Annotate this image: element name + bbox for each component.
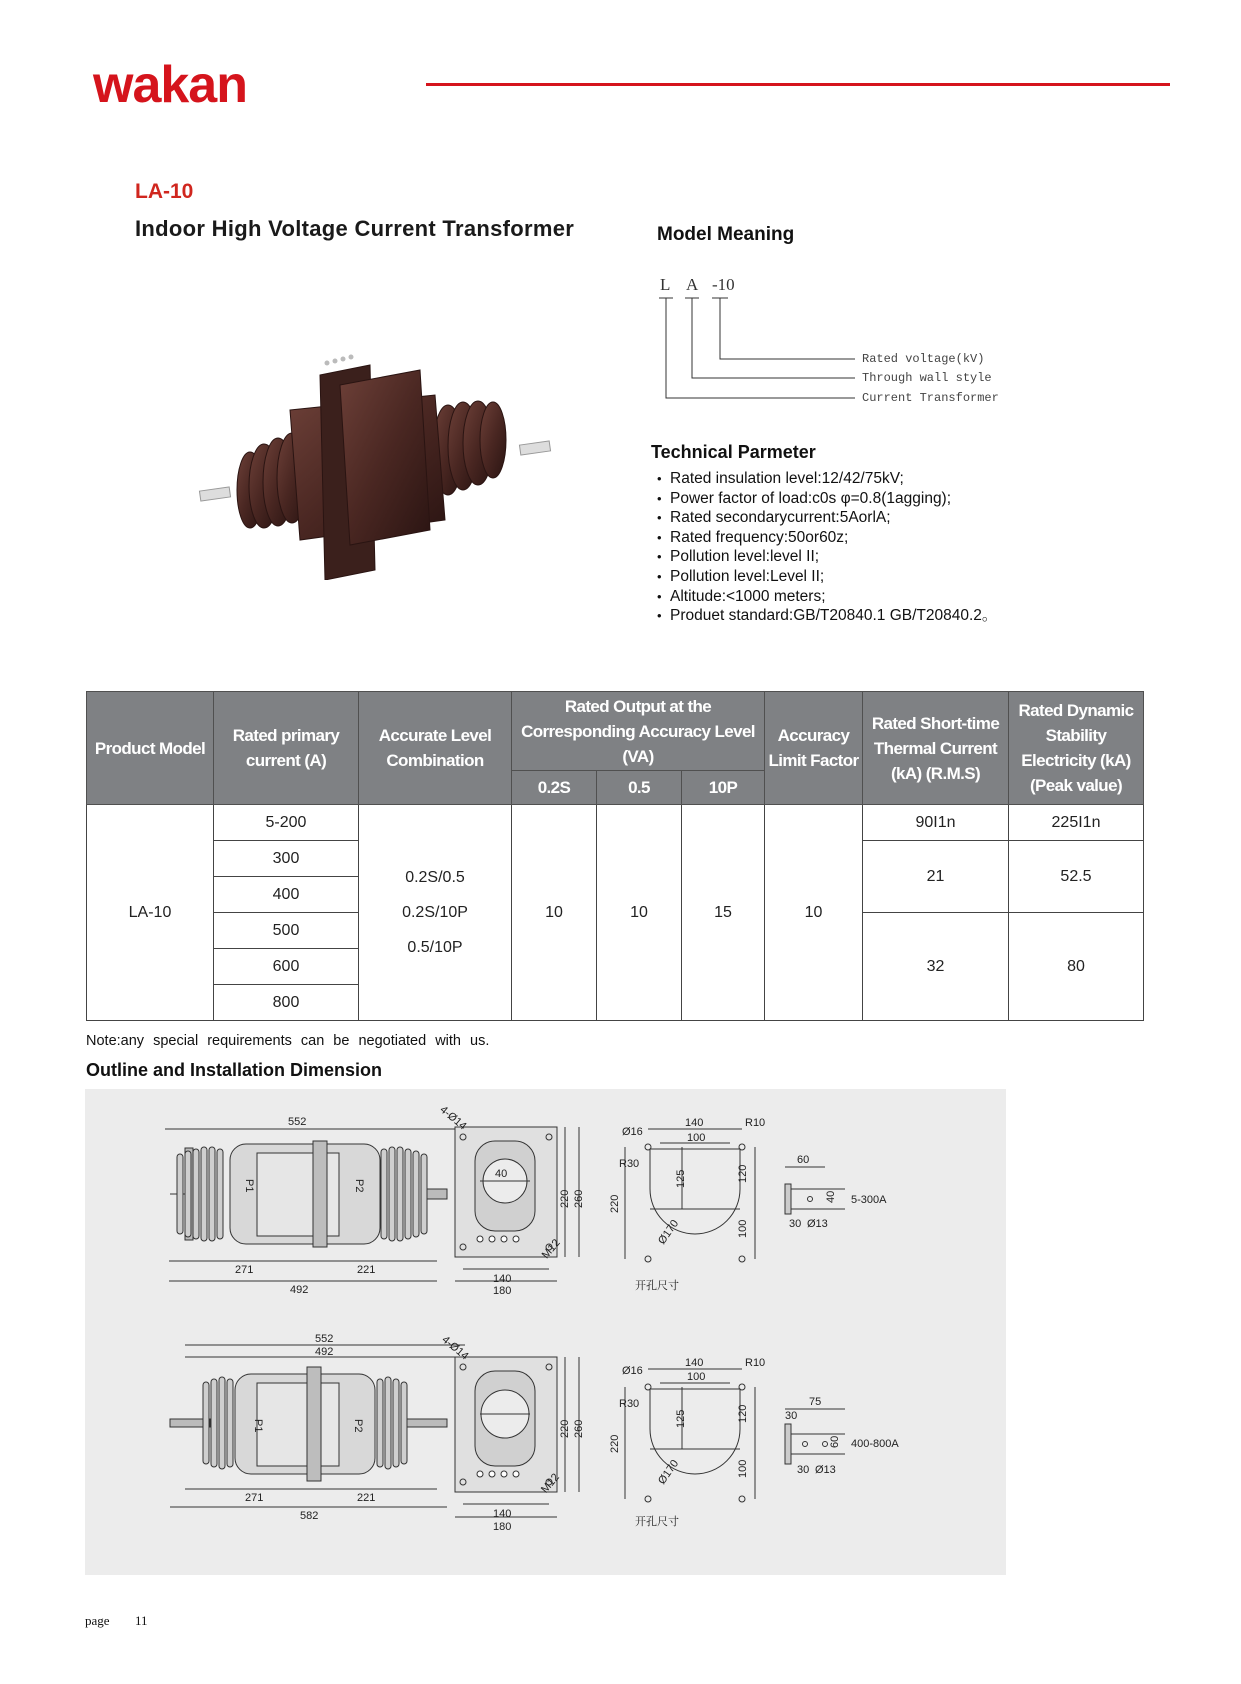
product-photo <box>190 340 575 580</box>
spec-table <box>86 691 1144 1021</box>
outline-title: Outline and Installation Dimension <box>86 1060 383 1080</box>
cell-current: 400 <box>214 877 359 913</box>
range-label: 400-800A <box>851 1438 899 1450</box>
dim-label: 100 <box>737 1459 749 1478</box>
dim-label: 492 <box>290 1284 309 1296</box>
page-label: page <box>85 1613 110 1628</box>
cell-output-10p: 15 <box>682 805 765 1021</box>
terminal-label: P1 <box>252 1419 264 1433</box>
header-rated-primary: Rated primary current (A) <box>214 692 359 805</box>
dim-label: 4-Ø14 <box>439 1333 471 1363</box>
cell-thermal: 90I1n <box>863 805 1009 841</box>
dim-label: 140 <box>685 1117 704 1129</box>
range-label: 5-300A <box>851 1194 887 1206</box>
tech-item: • Pollution level:level II; <box>656 547 997 567</box>
model-desc-type: Current Transformer <box>862 391 999 405</box>
dim-label: R30 <box>619 1158 640 1170</box>
model-meaning-diagram <box>650 268 1020 408</box>
dim-label: 4-Ø14 <box>437 1103 469 1133</box>
dim-label: 271 <box>235 1264 254 1276</box>
dim-label: R30 <box>619 1398 640 1410</box>
header-rule <box>426 83 1170 86</box>
dim-label: 120 <box>737 1404 749 1423</box>
model-letter-a: A <box>686 275 699 294</box>
dim-label: 140 <box>685 1357 704 1369</box>
brand-logo: wakan <box>93 56 247 114</box>
dim-label: 30 <box>789 1218 802 1230</box>
dim-label: 180 <box>493 1285 512 1297</box>
outline-drawing <box>85 1089 1006 1575</box>
product-title: Indoor High Voltage Current Transformer <box>135 216 575 241</box>
dim-label: M12 <box>538 1471 562 1496</box>
cell-current: 5-200 <box>214 805 359 841</box>
dim-label: 220 <box>609 1434 621 1453</box>
cutout-caption: 开孔尺寸 <box>635 1280 679 1292</box>
dim-label: 271 <box>245 1492 264 1504</box>
dim-label: Ø13 <box>807 1218 828 1230</box>
dim-label: 120 <box>737 1164 749 1183</box>
dim-label: R10 <box>745 1117 766 1129</box>
dim-label: Ø13 <box>815 1464 836 1476</box>
terminal-label: P1 <box>243 1179 255 1193</box>
cell-model: LA-10 <box>87 805 214 1021</box>
tech-item: • Power factor of load:c0s φ=0.8(1agging); <box>656 489 997 509</box>
model-letter-l: L <box>660 275 671 294</box>
level-item: 0.2S/0.5 <box>405 869 465 886</box>
cell-dynamic: 225I1n <box>1009 805 1144 841</box>
dim-label: 30 <box>797 1464 810 1476</box>
dim-label: Ø170 <box>655 1217 682 1247</box>
dim-label: 60 <box>797 1154 810 1166</box>
model-desc-voltage: Rated voltage(kV) <box>862 352 985 366</box>
header-accuracy-limit: Accuracy Limit Factor <box>765 692 863 805</box>
dim-label: Ø16 <box>622 1126 643 1138</box>
dim-label: 220 <box>609 1194 621 1213</box>
dim-label: 260 <box>573 1189 585 1208</box>
cell-output-02s: 10 <box>512 805 597 1021</box>
tech-item: • Rated secondarycurrent:5AorlA; <box>656 508 997 528</box>
tech-item: • Rated insulation level:12/42/75kV; <box>656 469 997 489</box>
dim-label: 100 <box>687 1371 706 1383</box>
tech-item: • Rated frequency:50or60z; <box>656 528 997 548</box>
header-sub-02s: 0.2S <box>512 771 597 805</box>
dim-label: 180 <box>493 1521 512 1533</box>
cell-dynamic: 80 <box>1009 913 1144 1021</box>
dimension-drawing <box>85 1089 1006 1575</box>
terminal-label: P2 <box>352 1419 364 1433</box>
dim-label: 125 <box>675 1169 687 1188</box>
dim-label: R10 <box>745 1357 766 1369</box>
technical-title: Technical Parmeter <box>651 442 816 462</box>
cell-current: 500 <box>214 913 359 949</box>
header-dynamic-stability: Rated Dynamic Stability Electricity (kA) (Peak value) <box>1009 692 1144 805</box>
dim-label: 100 <box>737 1219 749 1238</box>
dim-label: 220 <box>559 1189 571 1208</box>
cell-thermal: 21 <box>863 841 1009 913</box>
dim-label: 492 <box>315 1346 334 1358</box>
header-accurate-level: Accurate Level Combination <box>359 692 512 805</box>
cell-current: 600 <box>214 949 359 985</box>
cell-dynamic: 52.5 <box>1009 841 1144 913</box>
cell-current: 300 <box>214 841 359 877</box>
header-rated-output: Rated Output at the Corresponding Accuracy Level (VA) <box>512 692 765 771</box>
dim-label: 75 <box>809 1396 822 1408</box>
dim-label: 30 <box>785 1410 798 1422</box>
model-meaning-title: Model Meaning <box>657 224 795 245</box>
note: Note:any special requirements can be negotiated with us. <box>86 1033 490 1049</box>
tech-item: • Altitude:<1000 meters; <box>656 587 997 607</box>
cutout-caption: 开孔尺寸 <box>635 1516 679 1528</box>
level-item: 0.5/10P <box>407 939 463 956</box>
cell-current: 800 <box>214 985 359 1021</box>
dim-label: 100 <box>687 1132 706 1144</box>
dim-label: Ø170 <box>655 1457 682 1487</box>
page-number: 11 <box>135 1613 148 1628</box>
dim-label: 221 <box>357 1492 376 1504</box>
dim-label: M12 <box>539 1237 563 1262</box>
dim-label: Ø16 <box>622 1365 643 1377</box>
dim-label: 140 <box>493 1508 512 1520</box>
tech-item: • Pollution level:Level II; <box>656 567 997 587</box>
dim-label: 40 <box>825 1190 837 1203</box>
dim-label: 552 <box>315 1333 334 1345</box>
header-product-model: Product Model <box>87 692 214 805</box>
header-thermal-current: Rated Short-time Thermal Current (kA) (R.M.S) <box>863 692 1009 805</box>
terminal-label: P2 <box>353 1179 365 1193</box>
level-item: 0.2S/10P <box>402 904 468 921</box>
model-desc-style: Through wall style <box>862 371 992 385</box>
cell-thermal: 32 <box>863 913 1009 1021</box>
dim-label: 552 <box>288 1116 307 1128</box>
model-letter-voltage: -10 <box>712 275 735 294</box>
dim-label: 60 <box>829 1435 841 1448</box>
header-sub-05: 0.5 <box>597 771 682 805</box>
cell-output-05: 10 <box>597 805 682 1021</box>
dim-label: 260 <box>573 1419 585 1438</box>
cell-levels <box>359 805 512 1021</box>
technical-list <box>656 469 997 626</box>
dim-label: 582 <box>300 1510 319 1522</box>
cell-accuracy-limit: 10 <box>765 805 863 1021</box>
tech-item: • Produet standard:GB/T20840.1 GB/T20840.2。 <box>656 606 997 626</box>
dim-label: 220 <box>559 1419 571 1438</box>
dim-label: 140 <box>493 1273 512 1285</box>
dim-label: 221 <box>357 1264 376 1276</box>
model-code: LA-10 <box>135 180 194 203</box>
dim-label: 40 <box>495 1168 508 1180</box>
dim-label: 125 <box>675 1409 687 1428</box>
header-sub-10p: 10P <box>682 771 765 805</box>
